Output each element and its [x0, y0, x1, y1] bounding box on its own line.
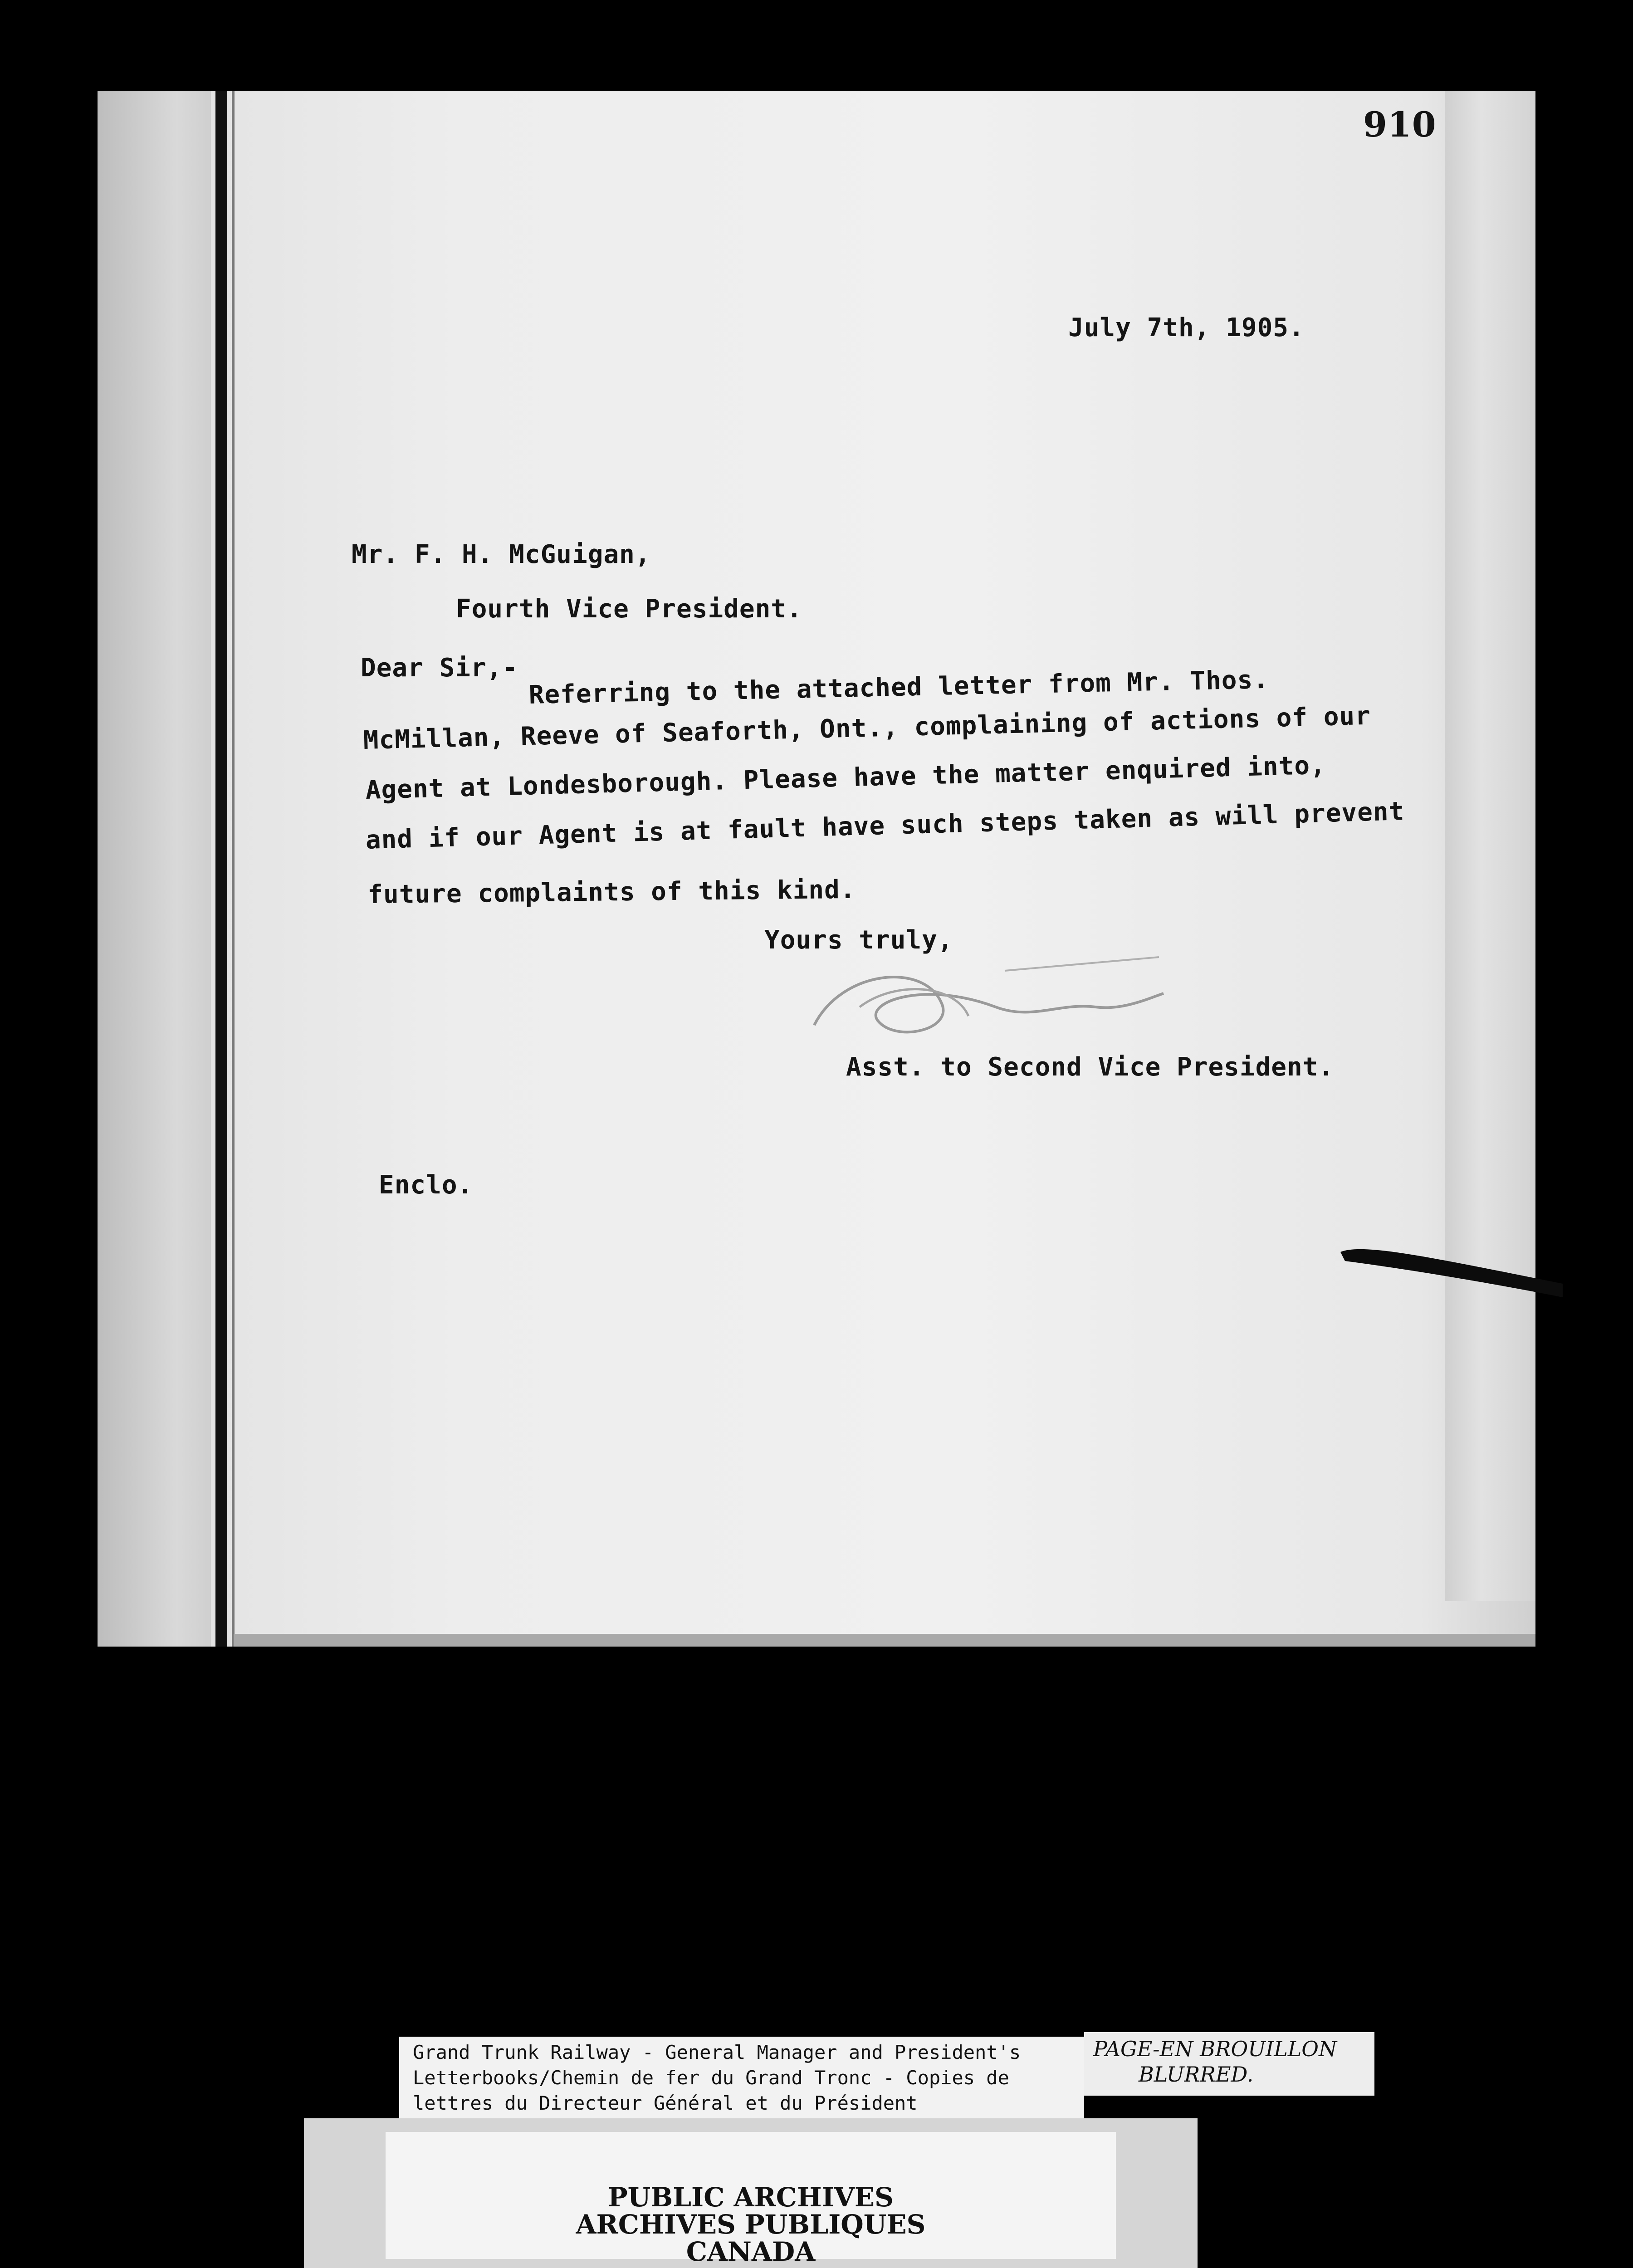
page-number: 910 — [1363, 104, 1437, 145]
salutation: Dear Sir,- — [361, 653, 518, 683]
body-line: McMillan, Reeve of Seaforth, Ont., complaining of actions of our — [363, 701, 1371, 755]
stamp-line: PUBLIC ARCHIVES — [608, 2182, 894, 2213]
binding-line — [215, 91, 227, 1647]
stamp-line: CANADA — [686, 2236, 816, 2267]
addressee-name: Mr. F. H. McGuigan, — [352, 540, 651, 569]
pen-pointer — [1336, 1234, 1563, 1297]
archive-label-line: Grand Trunk Railway - General Manager and President's — [413, 2041, 1021, 2063]
archive-label-line: Letterbooks/Chemin de fer du Grand Tronc - Copies de — [413, 2067, 1009, 2089]
letter-date: July 7th, 1905. — [1068, 313, 1305, 342]
left-margin-strip — [98, 91, 211, 1647]
binding-shadow — [232, 91, 235, 1647]
archive-label-line: lettres du Directeur Général et du Président — [413, 2092, 918, 2114]
signer-title: Asst. to Second Vice President. — [846, 1052, 1335, 1082]
stamp-panel — [386, 2132, 1116, 2267]
body-line: Agent at Londesborough. Please have the matter enquired into, — [365, 750, 1326, 805]
handwritten-note — [1084, 2032, 1374, 2096]
closing: Yours truly, — [764, 925, 953, 955]
body-line: and if our Agent is at fault have such steps taken as will prevent — [365, 797, 1405, 855]
handwritten-note-line: BLURRED. — [1139, 2062, 1254, 2087]
body-line: Referring to the attached letter from Mr. Thos. — [528, 665, 1269, 710]
handwritten-note-line: PAGE-EN BROUILLON — [1093, 2037, 1337, 2061]
stamp-line: ARCHIVES PUBLIQUES — [576, 2209, 926, 2240]
addressee-title: Fourth Vice President. — [456, 594, 802, 624]
letter-page — [98, 91, 1535, 1647]
archives-stamp — [304, 2118, 1198, 2268]
signature-mark — [805, 953, 1168, 1052]
bottom-page-edge — [234, 1634, 1535, 1647]
enclosure-note: Enclo. — [379, 1170, 474, 1200]
body-line: future complaints of this kind. — [367, 875, 856, 909]
right-page-edge — [1445, 91, 1535, 1601]
